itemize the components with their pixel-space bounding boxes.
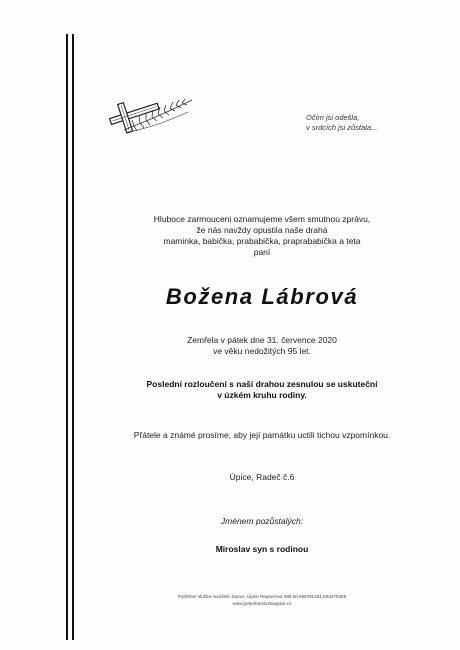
announcement-line: Hluboce zarmouceni oznamujeme všem smutnou zprávu, [153,214,371,224]
announcement-line: paní [253,247,271,257]
verse-line: v srdcích jsi zůstala... [306,123,378,132]
footer-line: www.pohrebnisluzbaupice.cz [232,600,292,606]
friends-note: Přátele a známé prosíme, aby její památku uctili tichou vzpomínkou. [133,430,391,440]
death-notice-line: Zemřela v pátek dne 31. července 2020 [187,335,337,345]
verse-line: Očím jsi odešla, [306,113,360,122]
announcement-line: že nás navždy opustila naše drahá [196,225,328,235]
farewell-line: Poslední rozloučení s naší drahou zesnulou se uskuteční [146,379,378,389]
announcement-text [92,214,432,258]
deceased-name: Božena Lábrová [165,284,359,309]
on-behalf-label: Jménem pozůstalých: [220,516,304,526]
vertical-border-line-right [72,34,74,640]
cross-with-palm-branch-icon [104,92,196,138]
signatory: Miroslav syn s rodinou [215,544,309,554]
death-notice-line: ve věku nedožitých 95 let. [213,346,311,356]
family-address: Úpice, Radeč č.6 [229,472,295,482]
funeral-service-footer [92,594,432,607]
vertical-border-line-left [66,34,68,640]
memorial-verse [306,113,426,133]
farewell-line: v úzkém kruhu rodiny. [217,390,307,400]
death-notice [92,335,432,357]
footer-line: Pohřební služba manželé Janoví, Úpice Regnerova 485 tel:499781331,603470305 [177,594,347,599]
farewell-notice [92,379,432,401]
announcement-line: maminka, babička, prababička, praprababička a teta [163,236,361,246]
